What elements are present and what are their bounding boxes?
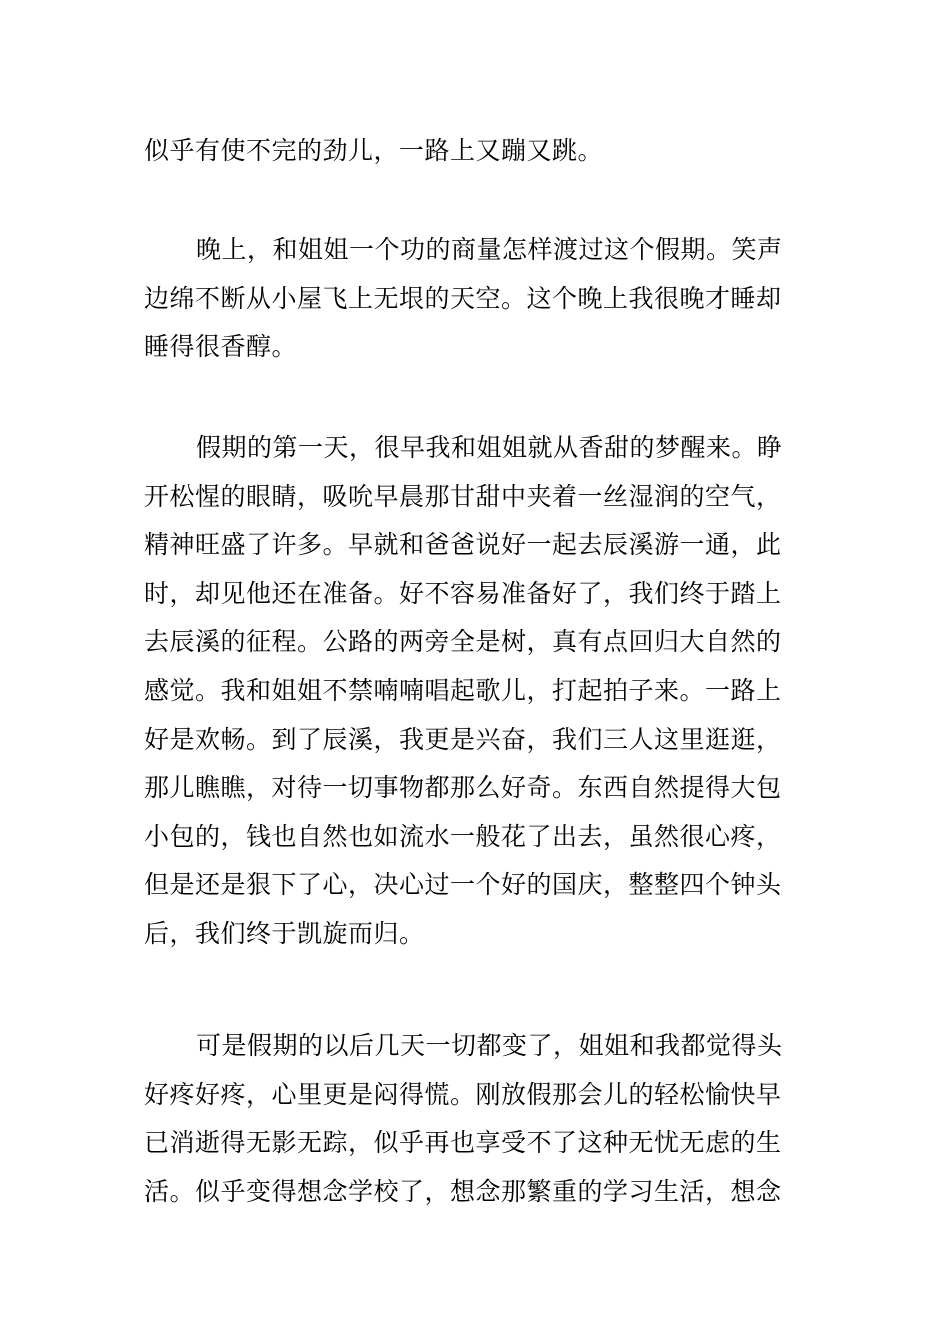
text-line: 睡得很香醇。: [144, 332, 298, 362]
text-line: 晚上，和姐姐一个功的商量怎样渡过这个假期。笑声: [196, 235, 783, 264]
text-line: 开松惺的眼睛，吸吮早晨那甘甜中夹着一丝湿润的空气，: [144, 481, 782, 511]
text-line: 好疼好疼，心里更是闷得慌。刚放假那会儿的轻松愉快早: [144, 1079, 782, 1109]
text-line: 可是假期的以后几天一切都变了，姐姐和我都觉得头: [196, 1031, 783, 1060]
text-line: 时，却见他还在准备。好不容易准备好了，我们终于踏上: [144, 578, 782, 608]
text-line: 似乎有使不完的劲儿，一路上又蹦又跳。: [144, 136, 604, 165]
paragraph-continuation: [144, 127, 806, 176]
text-line: 去辰溪的征程。公路的两旁全是树，真有点回归大自然的: [144, 627, 782, 657]
text-line: 精神旺盛了许多。早就和爸爸说好一起去辰溪游一通，此: [144, 530, 782, 560]
text-line: 但是还是狠下了心，决心过一个好的国庆，整整四个钟头: [144, 870, 782, 900]
text-line: 已消逝得无影无踪，似乎再也享受不了这种无忧无虑的生: [144, 1128, 782, 1158]
text-line: 假期的第一天，很早我和姐姐就从香甜的梦醒来。睁: [196, 433, 783, 462]
text-line: 那儿瞧瞧，对待一切事物都那么好奇。东西自然提得大包: [144, 773, 782, 803]
paragraph-later-days: [144, 1022, 806, 1216]
text-line: 边绵不断从小屋飞上无垠的天空。这个晚上我很晚才睡却: [144, 283, 782, 313]
text-line: 小包的，钱也自然也如流水一般花了出去，虽然很心疼，: [144, 821, 782, 851]
paragraph-evening: [144, 226, 806, 372]
text-line: 活。似乎变得想念学校了，想念那繁重的学习生活，想念: [144, 1176, 782, 1206]
paragraph-first-day: [144, 424, 806, 959]
text-line: 后，我们终于凯旋而归。: [144, 918, 425, 948]
text-line: 好是欢畅。到了辰溪，我更是兴奋，我们三人这里逛逛，: [144, 724, 782, 754]
text-line: 感觉。我和姐姐不禁喃喃唱起歌儿，打起拍子来。一路上: [144, 675, 782, 705]
